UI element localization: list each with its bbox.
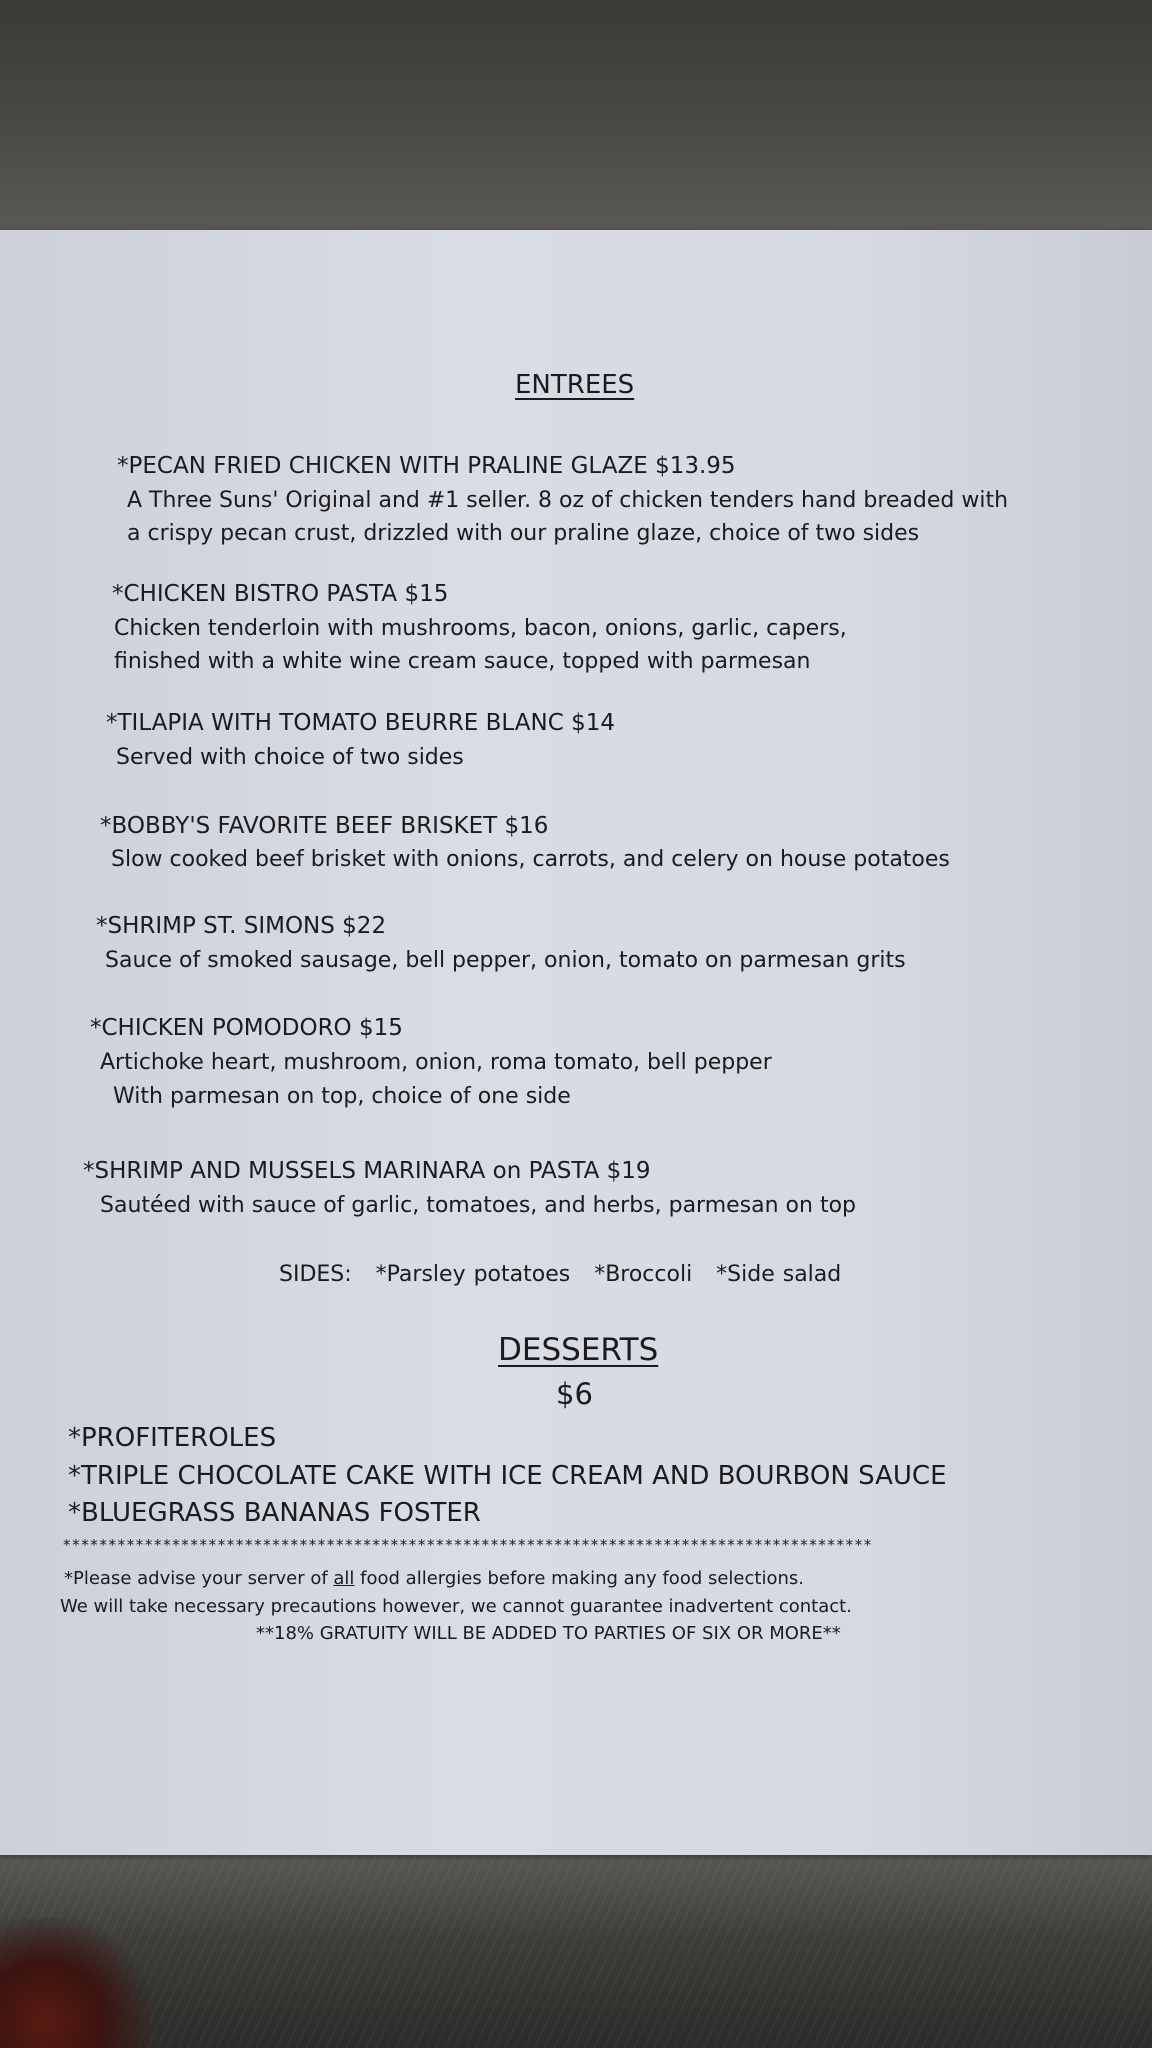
dessert-item: *TRIPLE CHOCOLATE CAKE WITH ICE CREAM AND BOURBON SAUCE	[68, 1461, 947, 1491]
sides-label: SIDES:	[279, 1262, 352, 1287]
asterisk-divider: *****************************************************************************************	[63, 1536, 873, 1554]
entree-name: *CHICKEN BISTRO PASTA $15	[112, 581, 449, 607]
precautions-notice: We will take necessary precautions however, we cannot guarantee inadvertent contact.	[60, 1596, 852, 1617]
sides-line	[279, 1262, 841, 1287]
entree-description: Slow cooked beef brisket with onions, carrots, and celery on house potatoes	[111, 847, 950, 872]
entree-description: Served with choice of two sides	[116, 745, 464, 770]
entree-name: *PECAN FRIED CHICKEN WITH PRALINE GLAZE $13.95	[117, 453, 736, 479]
side-option: *Broccoli	[594, 1262, 693, 1287]
gratuity-notice: **18% GRATUITY WILL BE ADDED TO PARTIES OF SIX OR MORE**	[256, 1623, 841, 1644]
menu-sheet	[0, 230, 1152, 1855]
desserts-heading: DESSERTS	[498, 1332, 659, 1368]
dessert-item: *PROFITEROLES	[68, 1423, 277, 1453]
entree-description: Sautéed with sauce of garlic, tomatoes, and herbs, parmesan on top	[100, 1193, 857, 1218]
entree-name: *SHRIMP ST. SIMONS $22	[96, 913, 387, 939]
entree-name: *TILAPIA WITH TOMATO BEURRE BLANC $14	[106, 710, 615, 736]
table-surface-bottom	[0, 1852, 1152, 2048]
entrees-heading: ENTREES	[515, 370, 635, 400]
dessert-item: *BLUEGRASS BANANAS FOSTER	[68, 1498, 481, 1528]
entree-description: a crispy pecan crust, drizzled with our praline glaze, choice of two sides	[127, 521, 920, 546]
allergy-notice: *Please advise your server of all food allergies before making any food selections.	[64, 1568, 804, 1589]
side-option: *Side salad	[716, 1262, 842, 1287]
entree-name: *CHICKEN POMODORO $15	[90, 1015, 403, 1041]
entree-description: Chicken tenderloin with mushrooms, bacon, onions, garlic, capers,	[114, 616, 847, 641]
allergy-emphasis: all	[333, 1568, 355, 1589]
entree-description: finished with a white wine cream sauce, topped with parmesan	[114, 649, 811, 674]
entree-description: Sauce of smoked sausage, bell pepper, onion, tomato on parmesan grits	[105, 948, 906, 973]
entree-description: A Three Suns' Original and #1 seller. 8 oz of chicken tenders hand breaded with	[127, 488, 1009, 513]
side-option: *Parsley potatoes	[375, 1262, 571, 1287]
desserts-price: $6	[556, 1377, 593, 1411]
entree-description: With parmesan on top, choice of one side	[113, 1084, 571, 1109]
entree-description: Artichoke heart, mushroom, onion, roma tomato, bell pepper	[100, 1050, 772, 1075]
entree-name: *BOBBY'S FAVORITE BEEF BRISKET $16	[100, 813, 549, 839]
table-surface-top	[0, 0, 1152, 232]
entree-name: *SHRIMP AND MUSSELS MARINARA on PASTA $19	[83, 1158, 651, 1184]
